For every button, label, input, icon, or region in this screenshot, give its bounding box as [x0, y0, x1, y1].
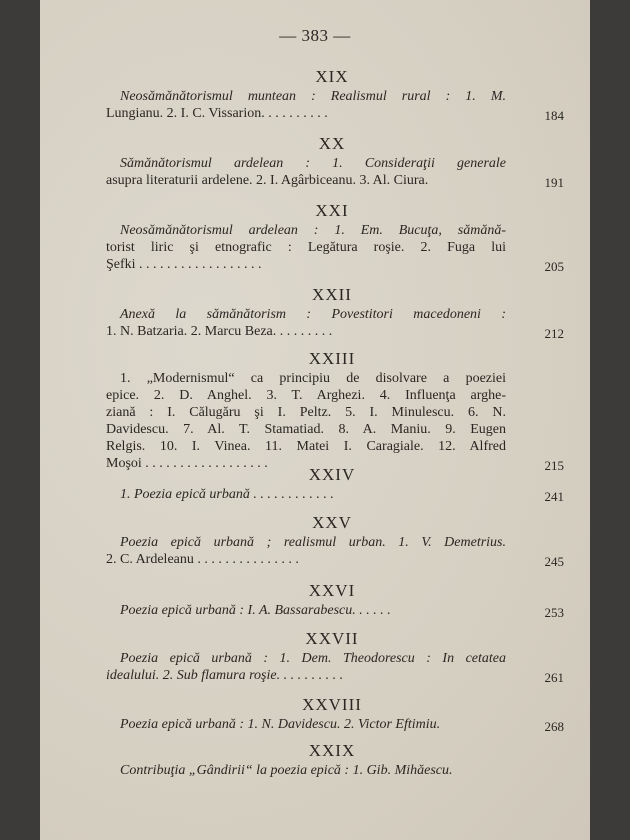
- toc-entry: [106, 306, 564, 341]
- entry-line: 1. N. Batzaria. 2. Marcu Beza. . . . . . . . .: [106, 324, 333, 339]
- section-numeral: XXIII: [308, 349, 356, 368]
- entry-line: ziană : I. Călugăru şi I. Peltz. 5. I. Minulescu. 6. N.: [106, 405, 506, 420]
- page-ref: 245: [544, 554, 564, 569]
- toc-section-xx: [40, 133, 590, 189]
- entry-line: Moşoi . . . . . . . . . . . . . . . . . .: [106, 456, 268, 471]
- page-ref: 253: [544, 605, 564, 620]
- section-numeral: XXIV: [308, 465, 356, 484]
- entry-line: Poezia epică urbană : I. A. Bassarabescu. . . . . .: [120, 603, 391, 618]
- page-ref: 268: [544, 719, 564, 734]
- section-numeral: XIX: [315, 67, 349, 86]
- toc-entry: [106, 716, 564, 734]
- entry-line: 2. C. Ardeleanu . . . . . . . . . . . . . . .: [106, 552, 299, 567]
- toc-entry: [106, 650, 564, 685]
- entry-line: asupra literaturii ardelene. 2. I. Agârbiceanu. 3. Al. Ciura.: [106, 173, 429, 188]
- entry-line: 1. Poezia epică urbană . . . . . . . . . . . .: [120, 487, 334, 502]
- entry-line: Contribuţia „Gândirii“ la poezia epică : 1. Gib. Mihăescu.: [120, 763, 453, 778]
- entry-line: Neosămănătorismul muntean : Realismul rural : 1. M.: [120, 89, 506, 104]
- toc-entry: [106, 486, 564, 504]
- page-ref: 241: [544, 489, 564, 504]
- toc-section-xxiii: [40, 348, 590, 472]
- toc-entry: [106, 155, 564, 190]
- page-ref: 184: [544, 108, 564, 123]
- toc-section-xix: [40, 66, 590, 122]
- toc-section-xxv: [40, 512, 590, 568]
- entry-line: Lungianu. 2. I. C. Vissarion. . . . . . . . . .: [106, 106, 328, 121]
- page-ref: 261: [544, 670, 564, 685]
- toc-section-xxviii: [40, 694, 590, 733]
- toc-section-xxii: [40, 284, 590, 340]
- section-numeral: XX: [318, 134, 346, 153]
- section-numeral: XXVII: [305, 629, 359, 648]
- toc-section-xxi: [40, 200, 590, 273]
- entry-line: Neosămănătorismul ardelean : 1. Em. Bucuţa, sămănă-: [120, 223, 506, 238]
- entry-line: Poezia epică urbană ; realismul urban. 1. V. Demetrius.: [120, 535, 506, 550]
- section-numeral: XXVI: [308, 581, 356, 600]
- toc-section-xxiv: [40, 464, 590, 503]
- toc-section-xxvii: [40, 628, 590, 684]
- page-number: — 383 —: [279, 26, 351, 45]
- page-ref: 205: [544, 259, 564, 274]
- entry-line: Davidescu. 7. Al. T. Stamatiad. 8. A. Maniu. 9. Eugen: [106, 422, 506, 437]
- toc-entry: [106, 222, 564, 274]
- book-page: [40, 0, 590, 840]
- section-numeral: XXVIII: [302, 695, 362, 714]
- entry-line: Poezia epică urbană : 1. Dem. Theodorescu : In cetatea: [120, 651, 506, 666]
- toc-section-xxix: [40, 740, 590, 779]
- page-ref: 191: [544, 175, 564, 190]
- toc-section-xxvi: [40, 580, 590, 619]
- page-ref: 215: [544, 458, 564, 473]
- entry-line: Şefki . . . . . . . . . . . . . . . . . .: [106, 257, 262, 272]
- toc-entry: [106, 88, 564, 123]
- toc-entry: [106, 762, 506, 779]
- section-numeral: XXII: [312, 285, 352, 304]
- entry-line: idealului. 2. Sub flamura roşie. . . . . . . . . .: [106, 668, 344, 683]
- entry-line: Anexă la sămănătorism : Povestitori macedoneni :: [120, 307, 506, 322]
- entry-line: Relgis. 10. I. Vinea. 11. Matei I. Caragiale. 12. Alfred: [106, 439, 506, 454]
- page-ref: 212: [544, 326, 564, 341]
- entry-line: torist liric şi etnografic : Legătura roşie. 2. Fuga lui: [106, 240, 506, 255]
- toc-entry: [106, 602, 564, 620]
- section-numeral: XXV: [312, 513, 352, 532]
- toc-entry: [106, 534, 564, 569]
- entry-line: epice. 2. D. Anghel. 3. T. Arghezi. 4. Influenţa arghe-: [106, 388, 506, 403]
- toc-entry: [106, 370, 564, 473]
- entry-line: Sămănătorismul ardelean : 1. Consideraţii generale: [120, 156, 506, 171]
- section-numeral: XXIX: [308, 741, 356, 760]
- section-numeral: XXI: [315, 201, 349, 220]
- entry-line: Poezia epică urbană : 1. N. Davidescu. 2. Victor Eftimiu.: [120, 717, 441, 732]
- entry-line: 1. „Modernismul“ ca principiu de disolvare a poeziei: [120, 371, 506, 386]
